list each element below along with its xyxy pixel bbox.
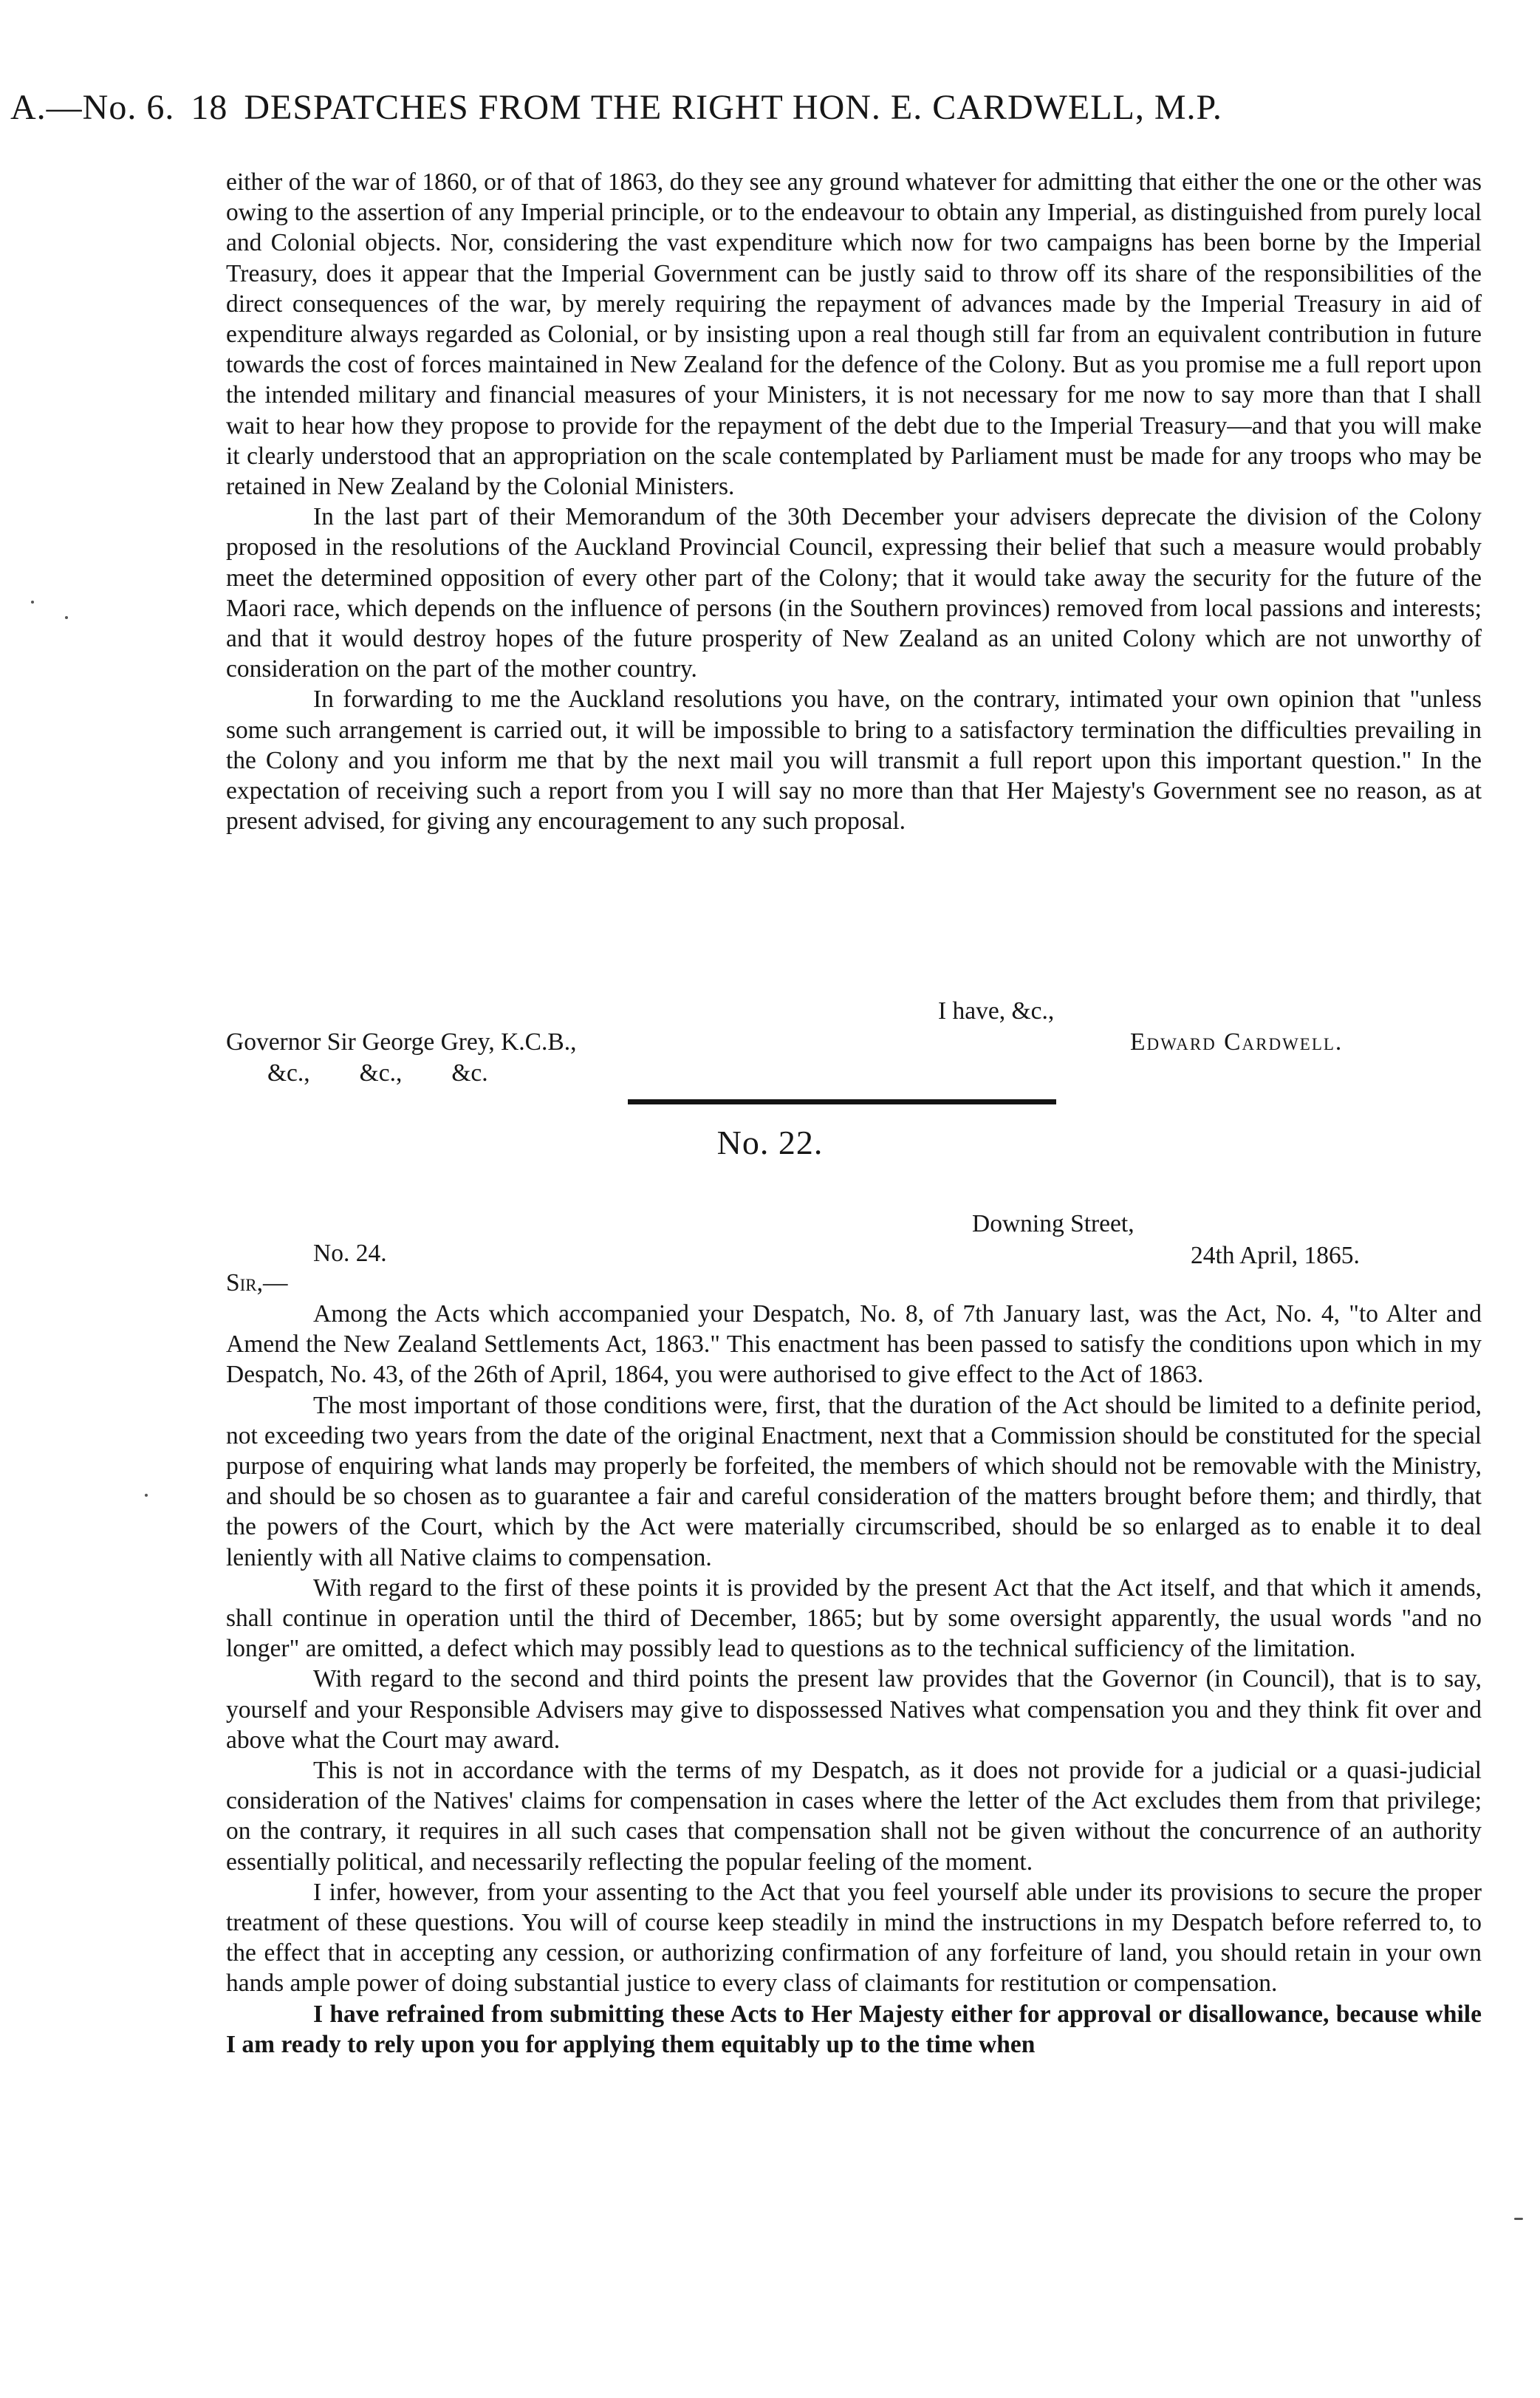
scan-mark xyxy=(65,616,68,619)
closing-formula: I have, &c., xyxy=(938,997,1055,1025)
despatch-date: 24th April, 1865. xyxy=(1191,1242,1360,1269)
paragraph: I infer, however, from your assenting to the Act that you feel yourself able under its provisions to secure the proper treatment of these questions. You will of course keep steadily in mind the instructions in my Despatch before referred to, to the effect that in accepting any cession, or authorizing confirmation of any forfeiture of land, you should retain in your own hands ample power of doing substantial justice to every class of claimants for restitution or compensation. xyxy=(226,1878,1482,1998)
scan-mark xyxy=(31,601,34,604)
paragraph: I have refrained from submitting these Acts to Her Majesty either for approval or disallowance, because while I am ready to rely upon you for applying them equitably up to the time when xyxy=(226,2000,1482,2058)
paragraph: either of the war of 1860, or of that of 1863, do they see any ground whatever for admitting that either the one or the other was owing to the assertion of any Imperial principle, or to the endeavour to obtain any Imperial, as distinguished from purely local and Colonial objects. Nor, considering the vast expenditure which now for two campaigns has been borne by the Imperial Treasury, does it appear that the Imperial Government can be justly said to throw off its share of the responsibilities of the direct consequences of the war, by merely requiring the repayment of advances made by the Imperial Treasury in aid of expenditure always regarded as Colonial, or by insisting upon a real though still far from an equivalent contribution in future towards the cost of forces maintained in New Zealand for the defence of the Colony. But as you promise me a full report upon the intended military and financial measures of your Ministers, it is not necessary for me now to say more than that I shall wait to hear how they propose to provide for the repayment of the debt due to the Imperial Treasury—and that you will make it clearly understood that an appropriation on the scale contemplated by Parliament must be made for any troops who may be retained in New Zealand by the Colonial Ministers. xyxy=(226,168,1482,501)
paragraph: In forwarding to me the Auckland resolutions you have, on the contrary, intimated your own opinion that "unless some such arrangement is carried out, it will be impossible to bring to a satisfactory termination the difficulties prevailing in the Colony and you inform me that by the next mail you will transmit a full report upon this important question." In the expectation of receiving such a report from you I will say no more than that Her Majesty's Government see no reason, as at present advised, for giving any encouragement to any such proposal. xyxy=(226,686,1482,836)
despatch-21-body xyxy=(226,167,1482,836)
page-header xyxy=(10,87,1428,128)
section-divider xyxy=(628,1099,1056,1104)
scan-mark xyxy=(145,1494,148,1497)
addressee-line-1: Governor Sir George Grey, K.C.B., xyxy=(226,1028,577,1056)
page-number: 18 xyxy=(191,88,228,127)
paragraph: The most important of those conditions were, first, that the duration of the Act should be limited to a definite period, not exceeding two years from the date of the original Enactment, next that a Commission should be constituted for the special purpose of enquiring what lands may properly be forfeited, the members of which should not be removable with the Ministry, and should be so chosen as to guarantee a fair and careful consideration of the matters brought before them; and thirdly, that the powers of the Court, which by the Act were materially circumscribed, should be so enlarged as to enable it to deal leniently with all Native claims to compensation. xyxy=(226,1391,1482,1571)
paragraph: With regard to the second and third points the present law provides that the Governor (in Council), that is to say, yourself and your Responsible Advisers may give to dispossessed Natives what compensation you and they think fit over and above what the Court may award. xyxy=(226,1665,1482,1754)
scan-mark xyxy=(1514,2218,1523,2220)
running-title: DESPATCHES FROM THE RIGHT HON. E. CARDWELL, M.P. xyxy=(244,88,1222,127)
despatch-number: No. 24. xyxy=(313,1240,387,1267)
paragraph: With regard to the first of these points it is provided by the present Act that the Act itself, and that which it amends, shall continue in operation until the third of December, 1865; but by some oversight apparently, the usual words "and no longer" are omitted, a defect which may possibly lead to questions as to the technical sufficiency of the limitation. xyxy=(226,1574,1482,1663)
paragraph: This is not in accordance with the terms of my Despatch, as it does not provide for a judicial or a quasi-judicial consideration of the Natives' claims for compensation in cases where the letter of the Act excludes them from that privilege; on the contrary, it requires in all such cases that compensation shall not be given without the concurrence of an authority essentially political, and necessarily reflecting the popular feeling of the moment. xyxy=(226,1757,1482,1876)
place-line: Downing Street, xyxy=(972,1210,1135,1237)
signature xyxy=(1130,1027,1343,1057)
addressee-line-2: &c., &c., &c. xyxy=(267,1059,488,1087)
signature-name: Edward Cardwell. xyxy=(1130,1028,1344,1056)
despatch-22-body xyxy=(226,1299,1482,2060)
salutation: Sir,— xyxy=(226,1269,288,1297)
series-label: A.—No. 6. xyxy=(10,88,175,127)
despatch-heading: No. 22. xyxy=(716,1124,824,1161)
paragraph: Among the Acts which accompanied your Despatch, No. 8, of 7th January last, was the Act, No. 4, "to Alter and Amend the New Zealand Settlements Act, 1863." This enactment has been passed to satisfy the conditions upon which in my Despatch, No. 43, of the 26th of April, 1864, you were authorised to give effect to the Act of 1863. xyxy=(226,1300,1482,1389)
paragraph: In the last part of their Memorandum of the 30th December your advisers deprecate the division of the Colony proposed in the resolutions of the Auckland Provincial Council, expressing their belief that such a measure would probably meet the determined opposition of every other part of the Colony; that it would take away the security for the future of the Maori race, which depends on the influence of persons (in the Southern provinces) removed from local passions and interests; and that it would destroy hopes of the future prosperity of New Zealand as an united Colony which are not unworthy of consideration on the part of the mother country. xyxy=(226,503,1482,683)
